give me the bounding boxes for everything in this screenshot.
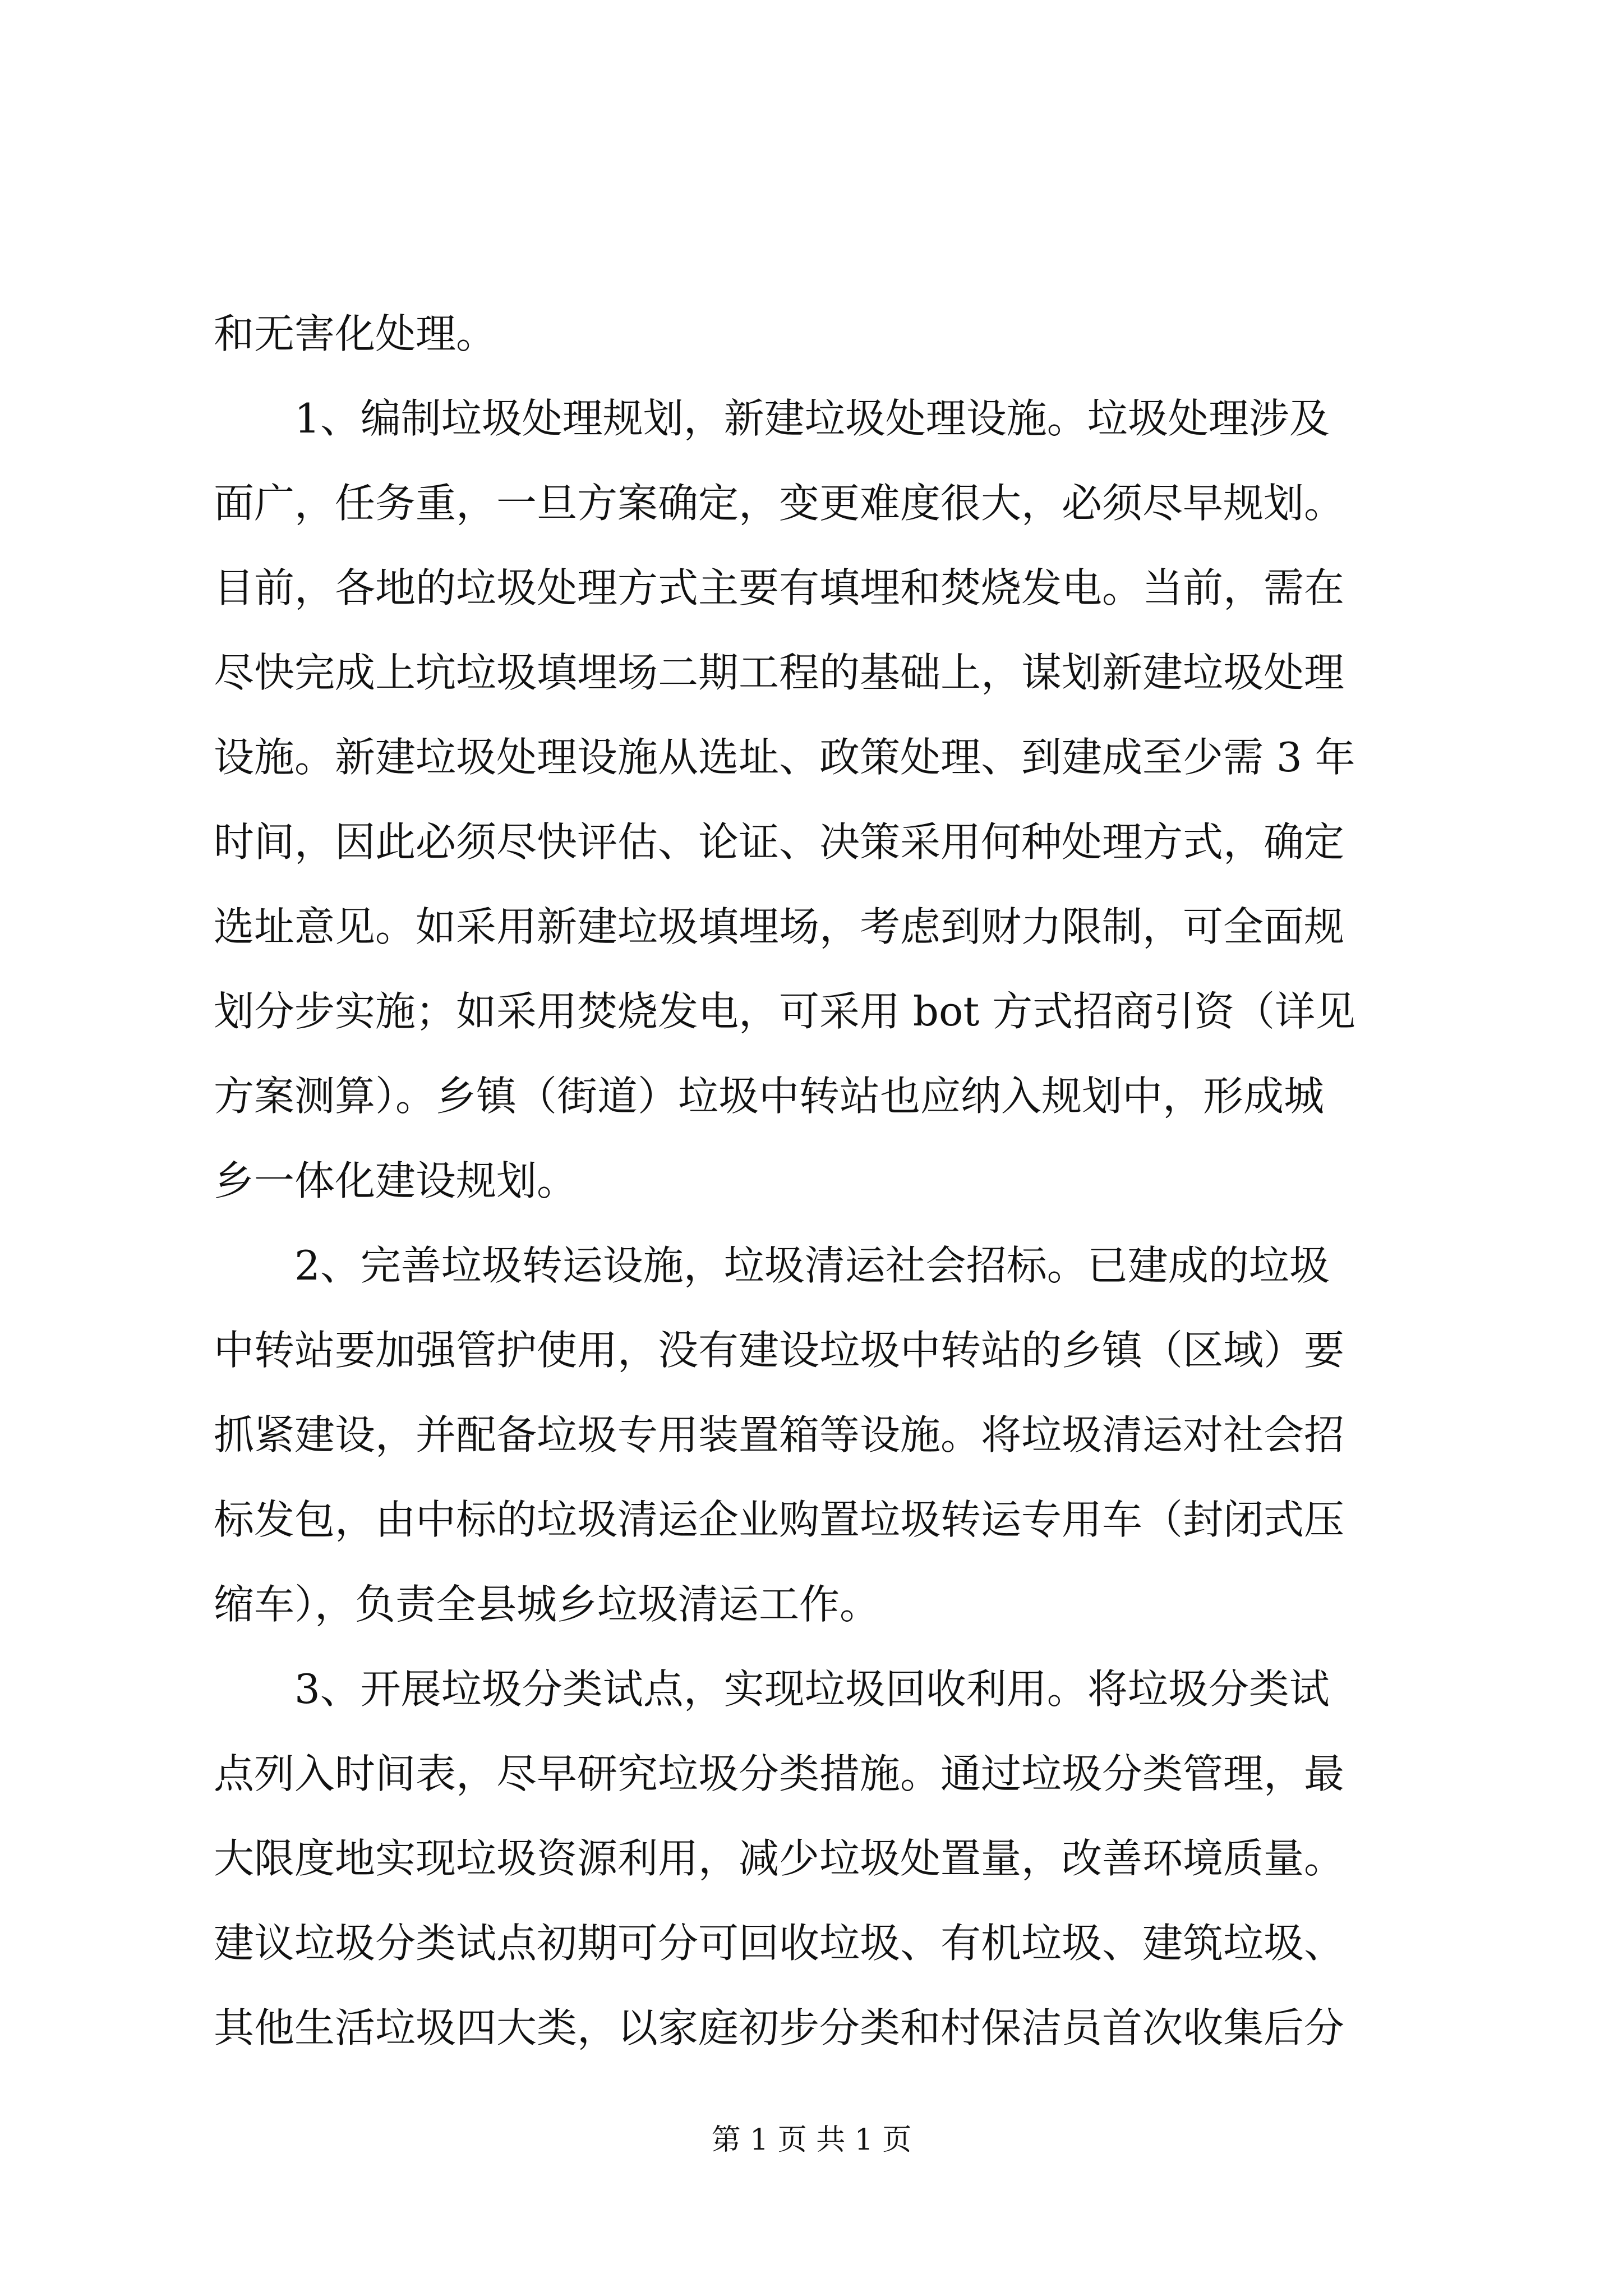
body-text <box>214 292 1425 2070</box>
text-line: 点列入时间表，尽早研究垃圾分类措施。通过垃圾分类管理，最 <box>214 1750 1345 1797</box>
text-line: 2、完善垃圾转运设施，垃圾清运社会招标。已建成的垃圾 <box>214 1242 1330 1289</box>
text-line: 缩车），负责全县城乡垃圾清运工作。 <box>214 1581 880 1628</box>
text-line: 划分步实施；如采用焚烧发电，可采用 bot 方式招商引资（详见 <box>214 988 1356 1035</box>
text-line: 大限度地实现垃圾资源利用，减少垃圾处置量，改善环境质量。 <box>214 1835 1345 1882</box>
text-line: 建议垃圾分类试点初期可分可回收垃圾、有机垃圾、建筑垃圾、 <box>214 1920 1345 1967</box>
text-line: 1、编制垃圾处理规划，新建垃圾处理设施。垃圾处理涉及 <box>214 395 1330 442</box>
text-line: 中转站要加强管护使用，没有建设垃圾中转站的乡镇（区域）要 <box>214 1327 1345 1374</box>
text-line: 标发包，由中标的垃圾清运企业购置垃圾转运专用车（封闭式压 <box>214 1496 1345 1543</box>
text-line: 和无害化处理。 <box>214 310 497 357</box>
text-line: 设施。新建垃圾处理设施从选址、政策处理、到建成至少需 3 年 <box>214 734 1355 781</box>
page-footer: 第 1 页 共 1 页 <box>711 2123 912 2157</box>
text-line: 抓紧建设，并配备垃圾专用装置箱等设施。将垃圾清运对社会招 <box>214 1411 1345 1458</box>
text-line: 选址意见。如采用新建垃圾填埋场，考虑到财力限制，可全面规 <box>214 903 1345 950</box>
text-line: 尽快完成上坑垃圾填埋场二期工程的基础上，谋划新建垃圾处理 <box>214 649 1345 696</box>
text-line: 其他生活垃圾四大类，以家庭初步分类和村保洁员首次收集后分 <box>214 2004 1345 2051</box>
text-line: 乡一体化建设规划。 <box>214 1157 578 1204</box>
text-line: 面广，任务重，一旦方案确定，变更难度很大，必须尽早规划。 <box>214 480 1345 527</box>
text-line: 3、开展垃圾分类试点，实现垃圾回收利用。将垃圾分类试 <box>214 1665 1330 1713</box>
text-line: 时间，因此必须尽快评估、论证、决策采用何种处理方式，确定 <box>214 818 1345 866</box>
text-line: 目前，各地的垃圾处理方式主要有填埋和焚烧发电。当前，需在 <box>214 564 1345 611</box>
text-line: 方案测算）。乡镇（街道）垃圾中转站也应纳入规划中，形成城 <box>214 1073 1325 1120</box>
